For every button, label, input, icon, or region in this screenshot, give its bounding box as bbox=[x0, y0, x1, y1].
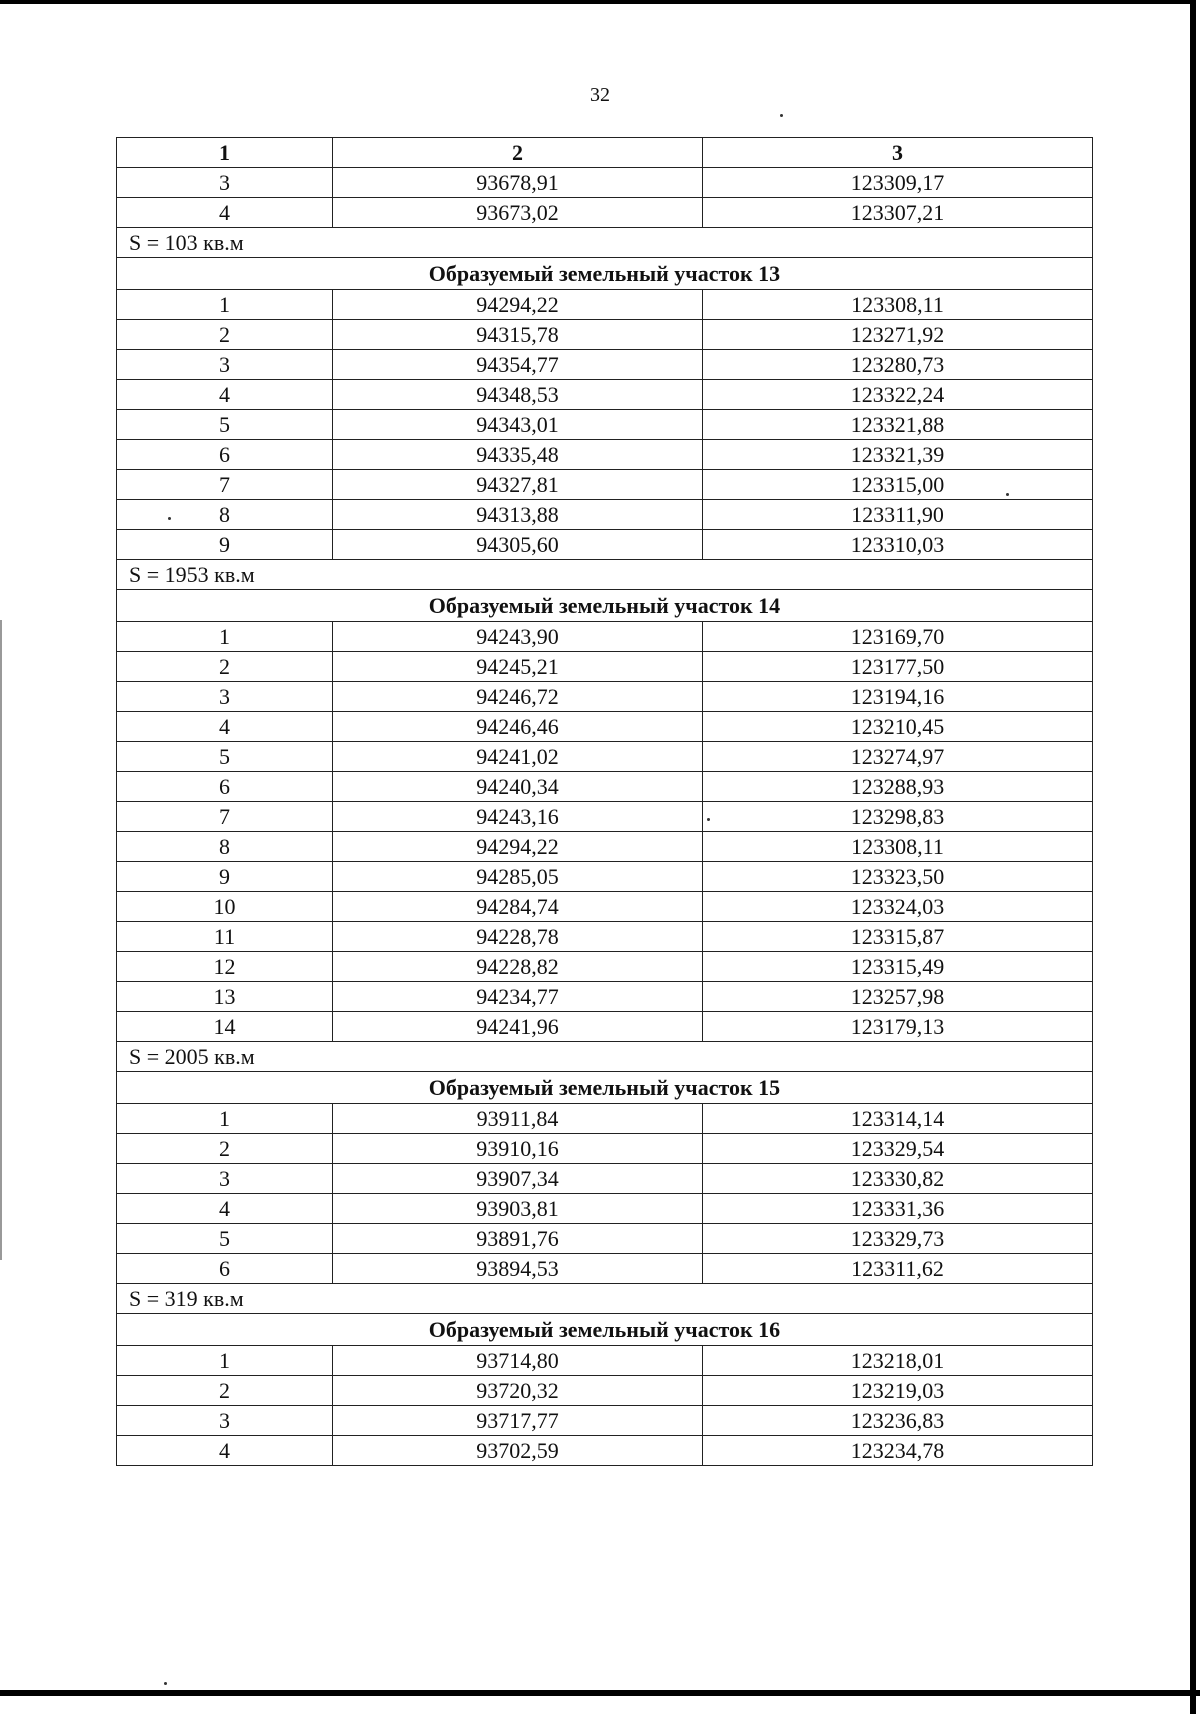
y-coordinate-cell: 123210,45 bbox=[703, 712, 1093, 742]
x-coordinate-cell: 94285,05 bbox=[333, 862, 703, 892]
point-number-cell: 1 bbox=[117, 622, 333, 652]
x-coordinate-cell: 93714,80 bbox=[333, 1346, 703, 1376]
y-coordinate-cell: 123236,83 bbox=[703, 1406, 1093, 1436]
table-row bbox=[117, 1254, 1093, 1284]
area-row bbox=[117, 1284, 1093, 1314]
table-row bbox=[117, 892, 1093, 922]
column-header-x: 2 bbox=[333, 138, 703, 168]
point-number-cell: 5 bbox=[117, 410, 333, 440]
point-number-cell: 1 bbox=[117, 290, 333, 320]
table-row bbox=[117, 440, 1093, 470]
y-coordinate-cell: 123274,97 bbox=[703, 742, 1093, 772]
area-value: S = 319 кв.м bbox=[117, 1284, 1093, 1314]
column-header-point: 1 bbox=[117, 138, 333, 168]
y-coordinate-cell: 123311,62 bbox=[703, 1254, 1093, 1284]
x-coordinate-cell: 93910,16 bbox=[333, 1134, 703, 1164]
point-number-cell: 4 bbox=[117, 1194, 333, 1224]
x-coordinate-cell: 94243,16 bbox=[333, 802, 703, 832]
y-coordinate-cell: 123219,03 bbox=[703, 1376, 1093, 1406]
point-number-cell: 4 bbox=[117, 712, 333, 742]
y-coordinate-cell: 123330,82 bbox=[703, 1164, 1093, 1194]
table-row bbox=[117, 470, 1093, 500]
y-coordinate-cell: 123257,98 bbox=[703, 982, 1093, 1012]
x-coordinate-cell: 94243,90 bbox=[333, 622, 703, 652]
x-coordinate-cell: 94246,72 bbox=[333, 682, 703, 712]
x-coordinate-cell: 94240,34 bbox=[333, 772, 703, 802]
table-row bbox=[117, 168, 1093, 198]
point-number-cell: 7 bbox=[117, 802, 333, 832]
x-coordinate-cell: 94241,02 bbox=[333, 742, 703, 772]
x-coordinate-cell: 94343,01 bbox=[333, 410, 703, 440]
x-coordinate-cell: 94348,53 bbox=[333, 380, 703, 410]
table-row bbox=[117, 1376, 1093, 1406]
x-coordinate-cell: 94241,96 bbox=[333, 1012, 703, 1042]
table-row bbox=[117, 922, 1093, 952]
y-coordinate-cell: 123315,00 bbox=[703, 470, 1093, 500]
y-coordinate-cell: 123329,54 bbox=[703, 1134, 1093, 1164]
x-coordinate-cell: 94294,22 bbox=[333, 832, 703, 862]
y-coordinate-cell: 123310,03 bbox=[703, 530, 1093, 560]
y-coordinate-cell: 123194,16 bbox=[703, 682, 1093, 712]
x-coordinate-cell: 93894,53 bbox=[333, 1254, 703, 1284]
scan-edge-bottom bbox=[0, 1690, 1200, 1696]
point-number-cell: 6 bbox=[117, 440, 333, 470]
point-number-cell: 4 bbox=[117, 198, 333, 228]
x-coordinate-cell: 94284,74 bbox=[333, 892, 703, 922]
x-coordinate-cell: 94228,82 bbox=[333, 952, 703, 982]
y-coordinate-cell: 123271,92 bbox=[703, 320, 1093, 350]
point-number-cell: 8 bbox=[117, 832, 333, 862]
table-row bbox=[117, 772, 1093, 802]
x-coordinate-cell: 94245,21 bbox=[333, 652, 703, 682]
column-header-y: 3 bbox=[703, 138, 1093, 168]
table-row bbox=[117, 1224, 1093, 1254]
point-number-cell: 6 bbox=[117, 772, 333, 802]
section-title-row bbox=[117, 1314, 1093, 1346]
coordinates-table bbox=[116, 137, 1093, 1466]
y-coordinate-cell: 123218,01 bbox=[703, 1346, 1093, 1376]
x-coordinate-cell: 94335,48 bbox=[333, 440, 703, 470]
area-value: S = 2005 кв.м bbox=[117, 1042, 1093, 1072]
table-row bbox=[117, 1436, 1093, 1466]
point-number-cell: 10 bbox=[117, 892, 333, 922]
section-title-row bbox=[117, 258, 1093, 290]
y-coordinate-cell: 123308,11 bbox=[703, 832, 1093, 862]
table-row bbox=[117, 682, 1093, 712]
x-coordinate-cell: 94327,81 bbox=[333, 470, 703, 500]
x-coordinate-cell: 94228,78 bbox=[333, 922, 703, 952]
x-coordinate-cell: 93903,81 bbox=[333, 1194, 703, 1224]
section-title: Образуемый земельный участок 15 bbox=[117, 1072, 1093, 1104]
x-coordinate-cell: 94294,22 bbox=[333, 290, 703, 320]
section-title-row bbox=[117, 1072, 1093, 1104]
table-row bbox=[117, 1346, 1093, 1376]
point-number-cell: 3 bbox=[117, 1406, 333, 1436]
scan-speck bbox=[164, 1682, 167, 1685]
table-row bbox=[117, 290, 1093, 320]
x-coordinate-cell: 93678,91 bbox=[333, 168, 703, 198]
y-coordinate-cell: 123280,73 bbox=[703, 350, 1093, 380]
section-title: Образуемый земельный участок 13 bbox=[117, 258, 1093, 290]
table-row bbox=[117, 952, 1093, 982]
x-coordinate-cell: 93911,84 bbox=[333, 1104, 703, 1134]
point-number-cell: 6 bbox=[117, 1254, 333, 1284]
point-number-cell: 13 bbox=[117, 982, 333, 1012]
area-row bbox=[117, 228, 1093, 258]
x-coordinate-cell: 93673,02 bbox=[333, 198, 703, 228]
point-number-cell: 14 bbox=[117, 1012, 333, 1042]
point-number-cell: 2 bbox=[117, 1134, 333, 1164]
x-coordinate-cell: 93717,77 bbox=[333, 1406, 703, 1436]
page-number: 32 bbox=[590, 84, 610, 106]
table-row bbox=[117, 350, 1093, 380]
y-coordinate-cell: 123321,88 bbox=[703, 410, 1093, 440]
area-row bbox=[117, 1042, 1093, 1072]
y-coordinate-cell: 123311,90 bbox=[703, 500, 1093, 530]
y-coordinate-cell: 123177,50 bbox=[703, 652, 1093, 682]
point-number-cell: 3 bbox=[117, 350, 333, 380]
point-number-cell: 8 bbox=[117, 500, 333, 530]
scan-speck bbox=[780, 114, 783, 117]
y-coordinate-cell: 123323,50 bbox=[703, 862, 1093, 892]
y-coordinate-cell: 123309,17 bbox=[703, 168, 1093, 198]
point-number-cell: 2 bbox=[117, 652, 333, 682]
point-number-cell: 3 bbox=[117, 682, 333, 712]
y-coordinate-cell: 123315,49 bbox=[703, 952, 1093, 982]
table-row bbox=[117, 652, 1093, 682]
y-coordinate-cell: 123314,14 bbox=[703, 1104, 1093, 1134]
x-coordinate-cell: 94305,60 bbox=[333, 530, 703, 560]
point-number-cell: 1 bbox=[117, 1346, 333, 1376]
scan-edge-left bbox=[0, 620, 2, 1260]
table-row bbox=[117, 862, 1093, 892]
point-number-cell: 11 bbox=[117, 922, 333, 952]
point-number-cell: 12 bbox=[117, 952, 333, 982]
point-number-cell: 1 bbox=[117, 1104, 333, 1134]
point-number-cell: 5 bbox=[117, 1224, 333, 1254]
area-row bbox=[117, 560, 1093, 590]
x-coordinate-cell: 94313,88 bbox=[333, 500, 703, 530]
section-title-row bbox=[117, 590, 1093, 622]
table-row bbox=[117, 1406, 1093, 1436]
table-row bbox=[117, 802, 1093, 832]
y-coordinate-cell: 123324,03 bbox=[703, 892, 1093, 922]
point-number-cell: 5 bbox=[117, 742, 333, 772]
y-coordinate-cell: 123234,78 bbox=[703, 1436, 1093, 1466]
scan-edge-right bbox=[1190, 0, 1196, 1714]
y-coordinate-cell: 123298,83 bbox=[703, 802, 1093, 832]
table-row bbox=[117, 1194, 1093, 1224]
x-coordinate-cell: 94234,77 bbox=[333, 982, 703, 1012]
table-row bbox=[117, 1012, 1093, 1042]
point-number-cell: 2 bbox=[117, 1376, 333, 1406]
table-row bbox=[117, 410, 1093, 440]
table-row bbox=[117, 500, 1093, 530]
x-coordinate-cell: 93702,59 bbox=[333, 1436, 703, 1466]
scan-edge-top bbox=[0, 0, 1190, 4]
table-row bbox=[117, 198, 1093, 228]
table-row bbox=[117, 1164, 1093, 1194]
y-coordinate-cell: 123329,73 bbox=[703, 1224, 1093, 1254]
table-row bbox=[117, 530, 1093, 560]
y-coordinate-cell: 123179,13 bbox=[703, 1012, 1093, 1042]
point-number-cell: 2 bbox=[117, 320, 333, 350]
y-coordinate-cell: 123308,11 bbox=[703, 290, 1093, 320]
y-coordinate-cell: 123321,39 bbox=[703, 440, 1093, 470]
area-value: S = 1953 кв.м bbox=[117, 560, 1093, 590]
y-coordinate-cell: 123288,93 bbox=[703, 772, 1093, 802]
x-coordinate-cell: 94315,78 bbox=[333, 320, 703, 350]
y-coordinate-cell: 123322,24 bbox=[703, 380, 1093, 410]
x-coordinate-cell: 93720,32 bbox=[333, 1376, 703, 1406]
y-coordinate-cell: 123315,87 bbox=[703, 922, 1093, 952]
point-number-cell: 4 bbox=[117, 1436, 333, 1466]
point-number-cell: 3 bbox=[117, 168, 333, 198]
x-coordinate-cell: 93907,34 bbox=[333, 1164, 703, 1194]
table-row bbox=[117, 982, 1093, 1012]
table-row bbox=[117, 1134, 1093, 1164]
table-row bbox=[117, 832, 1093, 862]
point-number-cell: 4 bbox=[117, 380, 333, 410]
table-row bbox=[117, 1104, 1093, 1134]
area-value: S = 103 кв.м bbox=[117, 228, 1093, 258]
point-number-cell: 7 bbox=[117, 470, 333, 500]
table-row bbox=[117, 712, 1093, 742]
point-number-cell: 9 bbox=[117, 862, 333, 892]
x-coordinate-cell: 94354,77 bbox=[333, 350, 703, 380]
table-row bbox=[117, 742, 1093, 772]
table-row bbox=[117, 622, 1093, 652]
point-number-cell: 3 bbox=[117, 1164, 333, 1194]
y-coordinate-cell: 123169,70 bbox=[703, 622, 1093, 652]
x-coordinate-cell: 93891,76 bbox=[333, 1224, 703, 1254]
table-row bbox=[117, 320, 1093, 350]
table-body bbox=[117, 168, 1093, 1466]
point-number-cell: 9 bbox=[117, 530, 333, 560]
section-title: Образуемый земельный участок 16 bbox=[117, 1314, 1093, 1346]
y-coordinate-cell: 123331,36 bbox=[703, 1194, 1093, 1224]
table-row bbox=[117, 380, 1093, 410]
x-coordinate-cell: 94246,46 bbox=[333, 712, 703, 742]
table-header-row bbox=[117, 138, 1093, 168]
section-title: Образуемый земельный участок 14 bbox=[117, 590, 1093, 622]
y-coordinate-cell: 123307,21 bbox=[703, 198, 1093, 228]
